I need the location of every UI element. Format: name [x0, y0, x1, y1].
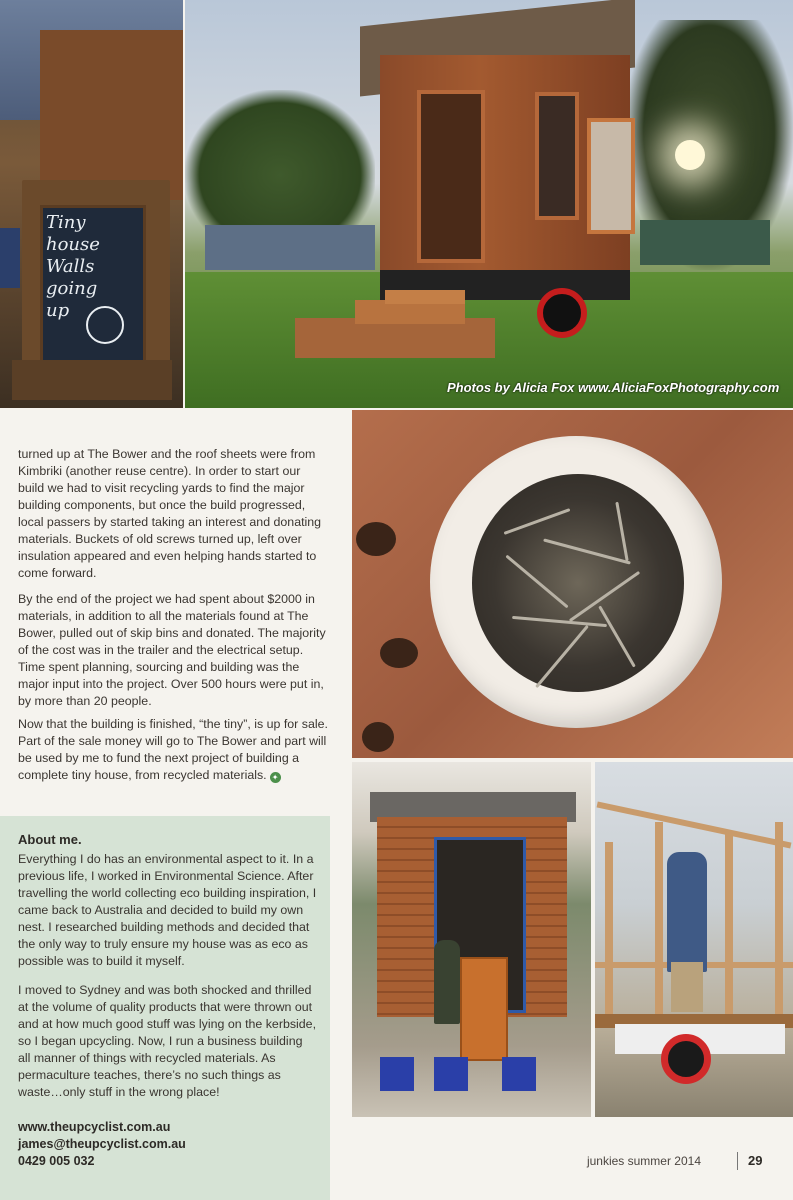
chalkboard-photo [0, 0, 183, 408]
contact-email: james@theupcyclist.com.au [18, 1137, 186, 1151]
body-paragraph-2: By the end of the project we had spent about $2000 in materials, in addition to all the materials found at The Bower, pulled out of skip bins and donated. The majority of the cost was in the trailer and the electrical setup. Time spent planning, sourcing and building was the major input into the project. Over 500 hours were put in, by more than 20 people. [18, 592, 326, 708]
about-heading: About me. [18, 832, 82, 847]
chalkboard-text: Tiny house Walls going up [46, 212, 100, 321]
page-number: 29 [748, 1153, 763, 1168]
tiny-house-photo [185, 0, 793, 408]
body-paragraph-3: Now that the building is finished, “the tiny”, is up for sale. Part of the sale money will go to The Bower and part will be used by me to fund the next project of building a complete tiny house, from recycled materials. ✦ [18, 717, 328, 782]
screws-bucket-photo [352, 410, 793, 758]
builder-photo [595, 762, 793, 1117]
body-paragraph-1: turned up at The Bower and the roof sheets were from Kimbriki (another reuse centre). In order to start our build we had to visit recycling yards to find the major building components, but once the build progressed, local passers by started taking an interest and donating materials. Buckets of old screws turned up, left over insulation appeared and even helping hands started to come forward. [18, 447, 322, 580]
photo-credit: Photos by Alicia Fox www.AliciaFoxPhotography.com [447, 380, 780, 395]
contact-website: www.theupcyclist.com.au [18, 1120, 171, 1134]
contact-phone: 0429 005 032 [18, 1154, 95, 1168]
cabin-front-photo [352, 762, 591, 1117]
footer-divider [737, 1152, 738, 1170]
about-paragraph-2: I moved to Sydney and was both shocked and thrilled at the volume of quality products that were thrown out and at how much good stuff was lying on the kerbside, so I began upcycling. Now, I run a business building all manner of things with recycled materials. As permaculture teaches, there’s no such things as waste…only stuff in the wrong place! [18, 983, 317, 1099]
about-paragraph-1: Everything I do has an environmental aspect to it. In a previous life, I worked in Environmental Science. After travelling the world collecting eco building inspiration, I came back to Australia and decided to build my own nest. I researched building methods and decided that the only way to truly ensure my house was as eco as possible was to build it myself. [18, 852, 317, 968]
magazine-footer: junkies summer 2014 [586, 1154, 701, 1168]
end-mark-icon: ✦ [270, 772, 281, 783]
